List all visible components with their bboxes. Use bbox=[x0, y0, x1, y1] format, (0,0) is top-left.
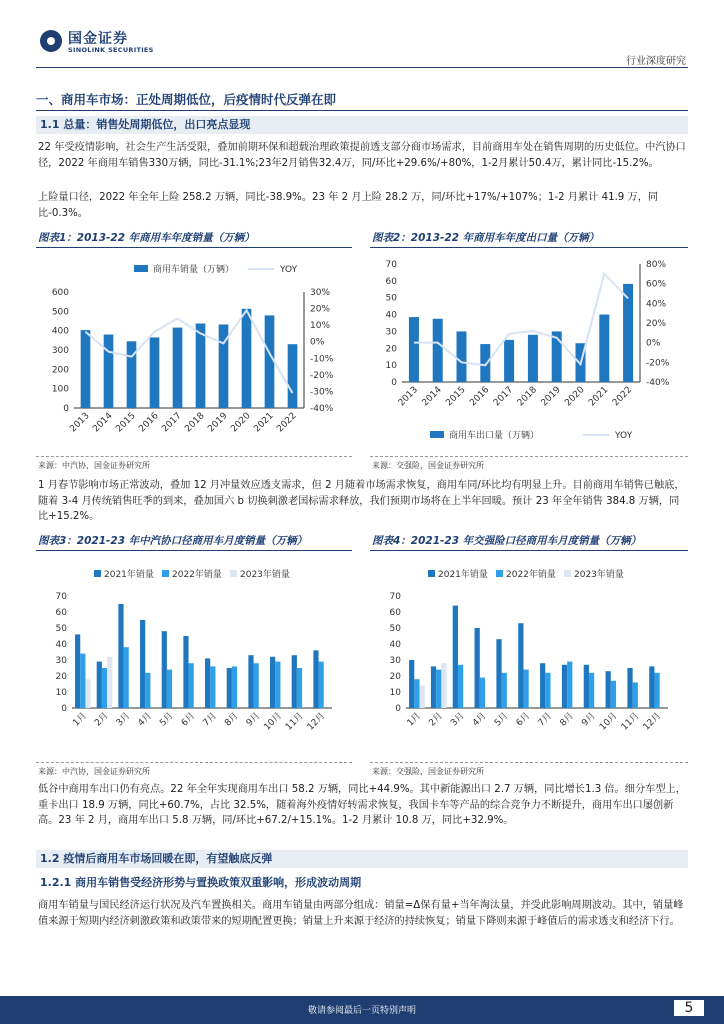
fig4-chart bbox=[370, 556, 688, 756]
fig3-x-tick: 1月 bbox=[71, 711, 89, 729]
fig2-yright-tick: 80% bbox=[646, 260, 667, 270]
fig3-x-tick: 7月 bbox=[201, 711, 219, 729]
fig1-yright-tick: 10% bbox=[310, 321, 331, 332]
fig3-x-tick: 4月 bbox=[136, 711, 154, 729]
fig4-bar bbox=[611, 681, 616, 708]
fig4-y-tick: 0 bbox=[395, 704, 401, 714]
fig2-x-tick: 2018 bbox=[515, 385, 540, 409]
fig1-title-line bbox=[36, 247, 352, 248]
fig4-bar bbox=[458, 665, 463, 708]
fig1-x-tick: 2015 bbox=[114, 411, 138, 435]
fig4-x-tick: 6月 bbox=[514, 711, 533, 729]
fig3-title: 图表3：2021-23 年中汽协口径商用车月度销量（万辆） bbox=[38, 535, 308, 547]
fig3-bar bbox=[319, 662, 324, 708]
fig1-yleft-tick: 0 bbox=[63, 404, 69, 414]
fig1-bar bbox=[104, 335, 114, 408]
fig4-x-tick: 3月 bbox=[449, 711, 467, 729]
paragraph-4: 低谷中商用车出口仍有亮点。22 年全年实现商用车出口 58.2 万辆，同比+44.9%。其中新能源出口 2.7 万辆，同比增长1.3 倍。细分车型上，重卡出口 18.9 万辆，同比+60.7%，占比 32.5%，随着海外疫情好转需求恢复，我国卡车等产品的综合竞争力不断提升，商用车出口屡创新高。23 年 2 月，商用车出口 5.8 万辆，同/环比+67.2/+15.1%。1-2 月累计 10.8 万，同比+32.9%。 bbox=[38, 784, 686, 826]
section-divider bbox=[36, 110, 688, 111]
fig2-yleft-tick: 60 bbox=[385, 276, 397, 287]
fig4-legend-swatch bbox=[428, 570, 435, 577]
fig2-yleft-tick: 50 bbox=[385, 293, 397, 304]
fig2-source-divider bbox=[370, 456, 688, 458]
fig3-bar bbox=[102, 668, 107, 708]
fig4-bar bbox=[606, 671, 611, 708]
fig2-yright-tick: 60% bbox=[646, 279, 667, 290]
fig3-source-divider bbox=[36, 762, 352, 764]
fig4-bar bbox=[431, 666, 436, 708]
fig3-bar bbox=[248, 655, 253, 708]
fig3-bar bbox=[80, 654, 85, 708]
fig4-y-tick: 40 bbox=[389, 640, 401, 650]
fig3-bar bbox=[232, 666, 237, 708]
fig2-yright-tick: 0% bbox=[646, 338, 661, 349]
fig1-source-divider bbox=[36, 456, 352, 458]
fig2-legend-bar-swatch bbox=[430, 431, 444, 438]
fig4-y-tick: 30 bbox=[389, 656, 401, 666]
fig4-x-tick: 2月 bbox=[427, 711, 445, 729]
footer-disclaimer: 敬请参阅最后一页特别声明 bbox=[307, 1006, 416, 1016]
fig2-source: 来源：交强险，国金证券研究所 bbox=[372, 461, 484, 470]
fig4-bar bbox=[409, 660, 414, 708]
fig2-x-tick: 2019 bbox=[539, 385, 563, 409]
fig2-bar bbox=[457, 331, 467, 382]
fig2-x-tick: 2016 bbox=[468, 385, 492, 409]
fig2-bar bbox=[433, 319, 443, 382]
fig3-bar bbox=[189, 663, 194, 708]
fig3-y-tick: 30 bbox=[55, 656, 67, 666]
fig4-bar bbox=[633, 682, 638, 708]
fig2-chart bbox=[370, 252, 688, 452]
fig2-yleft-tick: 0 bbox=[391, 378, 397, 388]
logo-icon bbox=[40, 30, 62, 52]
fig3-bar bbox=[75, 634, 80, 708]
fig4-bar bbox=[545, 673, 550, 708]
fig4-x-tick: 11月 bbox=[619, 711, 642, 733]
fig4-title-line bbox=[370, 550, 688, 551]
fig4-legend-swatch bbox=[564, 570, 571, 577]
fig2-x-tick: 2015 bbox=[444, 385, 468, 409]
fig4-y-tick: 60 bbox=[389, 608, 401, 618]
fig2-bar bbox=[599, 315, 609, 382]
fig3-source: 来源：中汽协，国金证券研究所 bbox=[38, 767, 150, 776]
fig1-yright-tick: 20% bbox=[310, 304, 331, 315]
fig3-chart bbox=[36, 556, 352, 756]
fig3-x-tick: 5月 bbox=[158, 711, 176, 729]
fig3-title-line bbox=[36, 550, 352, 551]
fig2-yright-tick: -20% bbox=[646, 358, 670, 369]
fig3-bar bbox=[270, 657, 275, 708]
fig4-bar bbox=[414, 679, 419, 708]
fig4-bar bbox=[649, 666, 654, 708]
fig1-yright-tick: -40% bbox=[310, 404, 334, 414]
fig2-title: 图表2：2013-22 年商用车年度出口量（万辆） bbox=[372, 232, 600, 244]
fig3-x-tick: 9月 bbox=[244, 711, 263, 729]
fig4-y-tick: 70 bbox=[389, 592, 401, 602]
fig3-y-tick: 60 bbox=[55, 608, 67, 618]
fig1-legend-bar-swatch bbox=[134, 265, 148, 272]
fig2-yleft-tick: 20 bbox=[385, 344, 397, 355]
fig3-y-tick: 70 bbox=[55, 592, 67, 602]
fig1-bar bbox=[265, 315, 275, 408]
fig2-yright-tick: 40% bbox=[646, 299, 667, 310]
fig2-x-tick: 2022 bbox=[610, 385, 635, 409]
fig4-x-tick: 12月 bbox=[641, 711, 664, 733]
fig3-bar bbox=[107, 657, 112, 708]
fig3-bar bbox=[85, 679, 90, 708]
fig4-bar bbox=[518, 623, 523, 708]
fig1-yleft-tick: 300 bbox=[51, 346, 69, 356]
fig3-bar bbox=[167, 670, 172, 708]
fig3-legend-swatch bbox=[94, 570, 101, 577]
fig1-x-tick: 2016 bbox=[137, 411, 161, 435]
fig1-yright-tick: -10% bbox=[310, 354, 334, 365]
fig3-y-tick: 0 bbox=[61, 704, 67, 714]
fig4-bar bbox=[480, 678, 485, 708]
fig3-legend-swatch bbox=[230, 570, 237, 577]
fig3-x-tick: 3月 bbox=[114, 711, 133, 729]
subsection-1-2-1-title: 1.2.1 商用车销售受经济形势与置换政策双重影响，形成波动周期 bbox=[36, 874, 688, 892]
fig3-bar bbox=[145, 673, 150, 708]
fig2-title-line bbox=[370, 247, 688, 248]
fig3-bar bbox=[162, 631, 167, 708]
fig1-x-tick: 2013 bbox=[68, 411, 92, 435]
fig1-x-tick: 2018 bbox=[183, 411, 207, 435]
paragraph-1: 22 年受疫情影响，社会生产生活受限，叠加前期环保和超载治理政策提前透支部分商市场需求，目前商用车处在销售周期的历史低位。中汽协口径，2022 年商用车销售330万辆，同比-31.1%;23年2月销售32.4万，同/环比+29.6%/+80%，1-2月累计50.4万，累计同比-15.2%。 bbox=[38, 142, 686, 169]
fig4-bar bbox=[420, 686, 425, 708]
fig1-bar bbox=[173, 328, 183, 408]
fig3-bar bbox=[210, 666, 215, 708]
fig1-x-tick: 2021 bbox=[252, 411, 276, 435]
fig2-yleft-tick: 30 bbox=[385, 327, 397, 338]
fig3-y-tick: 50 bbox=[55, 624, 67, 634]
fig3-y-tick: 40 bbox=[55, 640, 67, 650]
fig1-legend-line-label: YOY bbox=[280, 265, 298, 275]
fig4-bar bbox=[540, 663, 545, 708]
fig3-bar bbox=[140, 620, 145, 708]
fig1-bar bbox=[150, 337, 160, 408]
fig4-x-tick: 7月 bbox=[536, 711, 555, 729]
fig2-legend-bar-label: 商用车出口量（万辆） bbox=[449, 431, 540, 441]
fig4-y-tick: 20 bbox=[389, 672, 401, 682]
fig3-legend-label: 2023年销量 bbox=[240, 570, 290, 580]
fig2-x-tick: 2020 bbox=[563, 385, 587, 409]
page-number: 5 bbox=[674, 1000, 704, 1016]
section-title: 一、商用车市场：正处周期低位，后疫情时代反弹在即 bbox=[36, 92, 337, 107]
fig1-x-tick: 2022 bbox=[275, 411, 299, 435]
fig4-bar bbox=[436, 670, 441, 708]
fig4-y-tick: 50 bbox=[389, 624, 401, 634]
fig1-yleft-tick: 600 bbox=[51, 288, 69, 298]
fig1-yleft-tick: 500 bbox=[51, 307, 69, 318]
fig1-x-tick: 2019 bbox=[206, 411, 230, 435]
fig3-bar bbox=[118, 604, 123, 708]
fig4-title: 图表4：2021-23 年交强险口径商用车月度销量（万辆） bbox=[372, 535, 642, 547]
fig3-bar bbox=[297, 668, 302, 708]
fig1-yright-tick: 0% bbox=[310, 337, 325, 348]
fig1-x-tick: 2014 bbox=[91, 411, 115, 435]
fig3-y-tick: 20 bbox=[55, 672, 67, 682]
fig2-bar bbox=[409, 317, 419, 382]
fig1-yleft-tick: 200 bbox=[51, 365, 69, 376]
fig1-bar bbox=[196, 324, 206, 408]
fig2-x-tick: 2017 bbox=[491, 385, 516, 409]
fig1-bar bbox=[81, 330, 91, 408]
fig4-legend-label: 2022年销量 bbox=[506, 570, 556, 580]
doc-type: 行业深度研究 bbox=[626, 56, 686, 67]
fig3-bar bbox=[292, 655, 297, 708]
fig1-yright-tick: -30% bbox=[310, 387, 334, 398]
paragraph-5: 商用车销量与国民经济运行状况及汽车置换相关。商用车销量由两部分组成：销量=Δ保有量+当年淘汰量，并受此影响周期波动。其中，销量峰值来源于短期内经济刺激政策和政策带来的短期配置更换；销量上升来源于经济的持续恢复；销量下降则来源于峰值后的需求透支和经济下行。 bbox=[38, 900, 684, 927]
fig4-bar bbox=[502, 673, 507, 708]
fig3-x-tick: 10月 bbox=[262, 711, 284, 733]
fig1-bar bbox=[288, 344, 298, 408]
fig2-yleft-tick: 40 bbox=[385, 310, 397, 321]
fig3-x-tick: 2月 bbox=[93, 711, 111, 729]
header-divider bbox=[36, 67, 688, 68]
fig3-x-tick: 12月 bbox=[305, 711, 328, 733]
fig2-x-tick: 2013 bbox=[396, 385, 421, 409]
fig1-yright-tick: -20% bbox=[310, 370, 334, 381]
fig2-bar bbox=[623, 284, 633, 382]
fig2-yleft-tick: 70 bbox=[385, 260, 397, 270]
fig4-legend-label: 2023年销量 bbox=[574, 570, 624, 580]
fig4-bar bbox=[567, 662, 572, 708]
fig2-x-tick: 2021 bbox=[587, 385, 611, 409]
fig2-yright-tick: 20% bbox=[646, 319, 667, 329]
fig1-source: 来源：中汽协，国金证券研究所 bbox=[38, 461, 150, 470]
fig3-x-tick: 6月 bbox=[179, 711, 198, 729]
fig3-bar bbox=[124, 647, 129, 708]
fig1-x-tick: 2020 bbox=[229, 411, 253, 435]
logo-en: SINOLINK SECURITIES bbox=[68, 46, 154, 54]
fig4-y-tick: 10 bbox=[389, 688, 401, 698]
fig2-yleft-tick: 10 bbox=[385, 361, 397, 372]
fig3-bar bbox=[227, 668, 232, 708]
fig4-bar bbox=[441, 663, 446, 708]
fig4-x-tick: 10月 bbox=[598, 711, 620, 733]
fig4-x-tick: 9月 bbox=[580, 711, 598, 729]
fig4-source: 来源：交强险，国金证券研究所 bbox=[372, 767, 484, 776]
fig2-bar bbox=[504, 340, 514, 382]
fig4-x-tick: 4月 bbox=[471, 711, 489, 729]
fig4-bar bbox=[589, 673, 594, 708]
fig2-yoy-line bbox=[414, 274, 628, 365]
fig4-bar bbox=[584, 665, 589, 708]
fig3-bar bbox=[183, 636, 188, 708]
fig3-bar bbox=[254, 663, 259, 708]
fig4-x-tick: 1月 bbox=[405, 711, 424, 729]
fig3-x-tick: 8月 bbox=[223, 711, 241, 729]
logo-cn: 国金证券 bbox=[68, 31, 128, 47]
fig1-yright-tick: 30% bbox=[310, 288, 331, 298]
fig4-legend-swatch bbox=[496, 570, 503, 577]
paragraph-3: 1 月春节影响市场正常波动，叠加 12 月冲量效应透支需求，但 2 月随着市场需求恢复，商用车同/环比均有明显上升。目前商用车销售已触底，随着 3-4 月传统销售旺季的到来，叠加国六 b 切换刺激老国标需求释放，我们预期市场将在上半年回暖。预计 23 年全年销售 384.8 万辆，同比+15.2%。 bbox=[38, 480, 685, 522]
fig1-chart bbox=[36, 252, 352, 452]
fig3-y-tick: 10 bbox=[55, 688, 67, 698]
fig4-bar bbox=[654, 673, 659, 708]
fig1-legend-bar-label: 商用车销量（万辆） bbox=[153, 265, 235, 275]
fig4-bar bbox=[627, 668, 632, 708]
fig2-yright-tick: -40% bbox=[646, 378, 670, 388]
fig3-bar bbox=[313, 650, 318, 708]
paragraph-2: 上险量口径，2022 年全年上险 258.2 万辆，同比-38.9%。23 年 2 月上险 28.2 万，同/环比+17%/+107%；1-2 月累计 41.9 万，同比-0.3%。 bbox=[38, 192, 659, 219]
fig3-legend-label: 2021年销量 bbox=[104, 570, 154, 580]
fig1-yleft-tick: 100 bbox=[51, 384, 69, 395]
fig1-yleft-tick: 400 bbox=[51, 326, 69, 337]
fig4-bar bbox=[496, 639, 501, 708]
fig1-yoy-line bbox=[86, 310, 293, 393]
subsection-1-2-title: 1.2 疫情后商用车市场回暖在即，有望触底反弹 bbox=[36, 850, 688, 868]
fig4-bar bbox=[453, 606, 458, 708]
fig1-title: 图表1：2013-22 年商用车年度销量（万辆） bbox=[38, 232, 255, 244]
fig2-legend-line-label: YOY bbox=[615, 431, 633, 441]
fig1-x-tick: 2017 bbox=[160, 411, 184, 435]
fig3-x-tick: 11月 bbox=[284, 711, 306, 733]
fig1-bar bbox=[242, 309, 252, 408]
fig3-bar bbox=[205, 658, 210, 708]
fig2-bar bbox=[528, 335, 538, 382]
fig4-bar bbox=[562, 665, 567, 708]
fig2-x-tick: 2014 bbox=[420, 385, 444, 409]
subsection-1-1-title: 1.1 总量：销售处周期低位，出口亮点显现 bbox=[36, 116, 688, 134]
fig4-x-tick: 5月 bbox=[492, 711, 511, 729]
fig4-x-tick: 8月 bbox=[558, 711, 576, 729]
fig1-bar bbox=[127, 341, 137, 408]
fig4-bar bbox=[475, 628, 480, 708]
fig4-legend-label: 2021年销量 bbox=[438, 570, 488, 580]
fig2-bar bbox=[480, 344, 490, 382]
fig3-legend-swatch bbox=[162, 570, 169, 577]
fig4-source-divider bbox=[370, 762, 688, 764]
fig4-bar bbox=[523, 670, 528, 708]
fig3-bar bbox=[275, 662, 280, 708]
fig3-legend-label: 2022年销量 bbox=[172, 570, 222, 580]
fig3-bar bbox=[97, 662, 102, 708]
